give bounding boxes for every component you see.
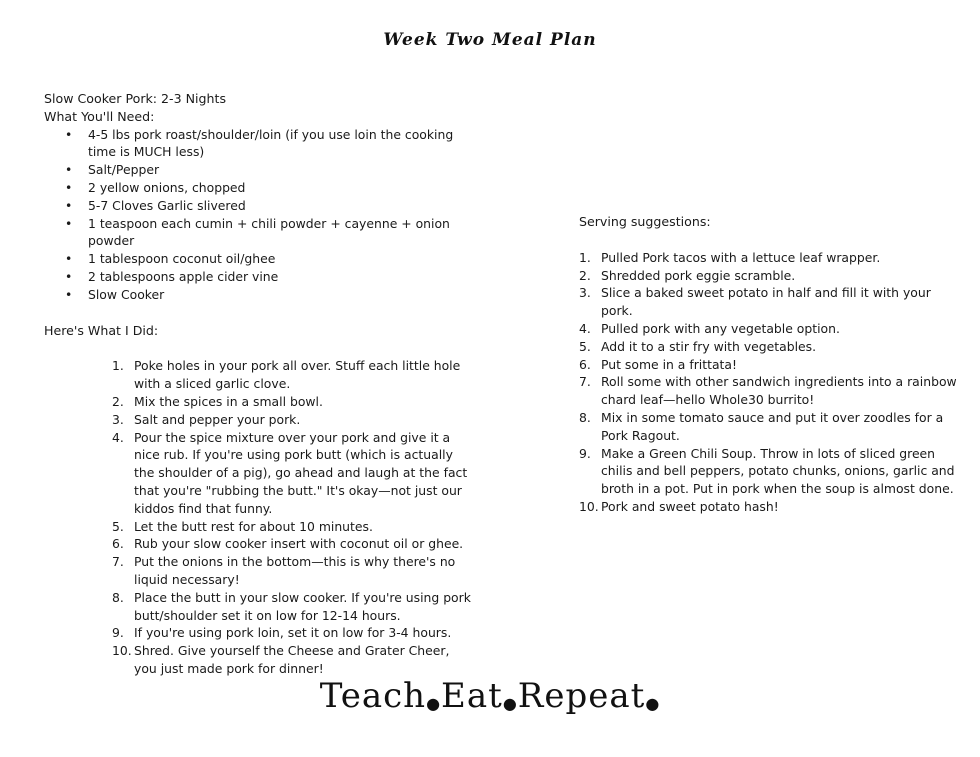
item-text: Rub your slow cooker insert with coconut oil or ghee. (134, 536, 464, 552)
serving-column (579, 213, 957, 516)
item-text: Put some in a frittata! (601, 356, 737, 372)
item-text: Pulled pork with any vegetable option. (601, 320, 840, 336)
item-text: Pulled Pork tacos with a lettuce leaf wrapper. (601, 249, 881, 265)
item-number: 7. (579, 374, 591, 390)
list-item (579, 320, 963, 338)
steps-list (112, 357, 474, 677)
serving-heading: Serving suggestions: (579, 214, 711, 229)
item-number: 6. (112, 536, 124, 552)
list-item (112, 518, 474, 536)
recipe-column (44, 90, 484, 678)
item-number: 5. (112, 518, 124, 534)
item-text: If you're using pork loin, set it on low for 3-4 hours. (134, 625, 452, 641)
item-text: Pour the spice mixture over your pork and give it a nice rub. If you're using pork butt (which is actually the shoulder of a pig), go ahead and laugh at the fact that you're "rubbing the butt." It's okay—not just our kiddos find that funny. (134, 429, 468, 516)
list-item: • 2 tablespoons apple cider vine (88, 268, 484, 286)
item-text: Shred. Give yourself the Cheese and Grater Cheer, you just made pork for dinner! (134, 643, 450, 676)
list-item (112, 411, 474, 429)
list-item (579, 498, 963, 516)
item-text: Salt and pepper your pork. (134, 411, 301, 427)
list-item (112, 429, 474, 518)
item-number: 2. (112, 393, 124, 409)
item-number: 1. (112, 358, 124, 374)
teach-eat-repeat-logo (0, 676, 980, 716)
list-item (579, 356, 963, 374)
item-text: Shredded pork eggie scramble. (601, 267, 796, 283)
item-text: Pork and sweet potato hash! (601, 498, 779, 514)
item-text: Roll some with other sandwich ingredients into a rainbow chard leaf—hello Whole30 burrito! (601, 374, 957, 408)
list-item (579, 267, 963, 285)
list-item: • 4-5 lbs pork roast/shoulder/loin (if you use loin the cooking time is MUCH less) (88, 126, 484, 162)
list-item: • 1 teaspoon each cumin + chili powder + cayenne + onion powder (88, 215, 484, 251)
list-item (112, 553, 474, 589)
list-item (579, 373, 963, 409)
list-item (112, 589, 474, 625)
list-item (112, 535, 474, 553)
list-item (579, 338, 963, 356)
recipe-heading: Slow Cooker Pork: 2-3 Nights (44, 91, 227, 106)
item-number: 4. (579, 320, 591, 336)
item-number: 9. (112, 625, 124, 641)
item-number: 10. (112, 643, 132, 659)
item-number: 1. (579, 249, 591, 265)
item-text: Place the butt in your slow cooker. If you're using pork butt/shoulder set it on low for 12-14 hours. (134, 589, 471, 623)
list-item (112, 357, 474, 393)
page-title: Week Two Meal Plan (383, 30, 597, 50)
item-text: Make a Green Chili Soup. Throw in lots of sliced green chilis and bell peppers, potato chunks, onions, garlic and broth in a pot. Put in pork when the soup is almost done. (601, 445, 955, 497)
list-item (579, 284, 963, 320)
item-text: Slice a baked sweet potato in half and fill it with your pork. (601, 285, 931, 319)
item-text: Mix in some tomato sauce and put it over zoodles for a Pork Ragout. (601, 409, 944, 443)
item-number: 10. (579, 498, 599, 514)
item-number: 5. (579, 338, 591, 354)
needs-heading: What You'll Need: (44, 108, 155, 124)
list-item: • Slow Cooker (88, 286, 484, 304)
item-number: 4. (112, 429, 124, 445)
serving-list (579, 249, 963, 516)
apple-icon: ● (426, 694, 442, 713)
list-item (579, 445, 963, 498)
item-text: Mix the spices in a small bowl. (134, 393, 323, 409)
item-number: 7. (112, 554, 124, 570)
item-text: Add it to a stir fry with vegetables. (601, 338, 817, 354)
list-item (579, 249, 963, 267)
list-item (112, 642, 474, 678)
item-text: Poke holes in your pork all over. Stuff each little hole with a sliced garlic clove. (134, 358, 461, 392)
logo-word: Eat (441, 676, 503, 716)
list-item: • 1 tablespoon coconut oil/ghee (88, 250, 484, 268)
logo-word: Repeat (517, 676, 646, 716)
ingredient-list (44, 126, 484, 304)
item-number: 3. (112, 411, 124, 427)
apple-icon: ● (502, 694, 518, 713)
item-number: 8. (112, 589, 124, 605)
logo-word: Teach (319, 676, 427, 716)
item-number: 2. (579, 267, 591, 283)
list-item: • 2 yellow onions, chopped (88, 179, 484, 197)
item-text: Let the butt rest for about 10 minutes. (134, 518, 373, 534)
list-item (112, 393, 474, 411)
item-number: 9. (579, 445, 591, 461)
item-number: 3. (579, 285, 591, 301)
item-text: Put the onions in the bottom—this is why there's no liquid necessary! (134, 554, 456, 587)
list-item: • 5-7 Cloves Garlic slivered (88, 197, 484, 215)
list-item (579, 409, 963, 445)
item-number: 6. (579, 356, 591, 372)
list-item (112, 624, 474, 642)
steps-heading: Here's What I Did: (44, 322, 159, 338)
apple-icon: ● (645, 694, 661, 713)
list-item: • Salt/Pepper (88, 161, 484, 179)
item-number: 8. (579, 409, 591, 425)
